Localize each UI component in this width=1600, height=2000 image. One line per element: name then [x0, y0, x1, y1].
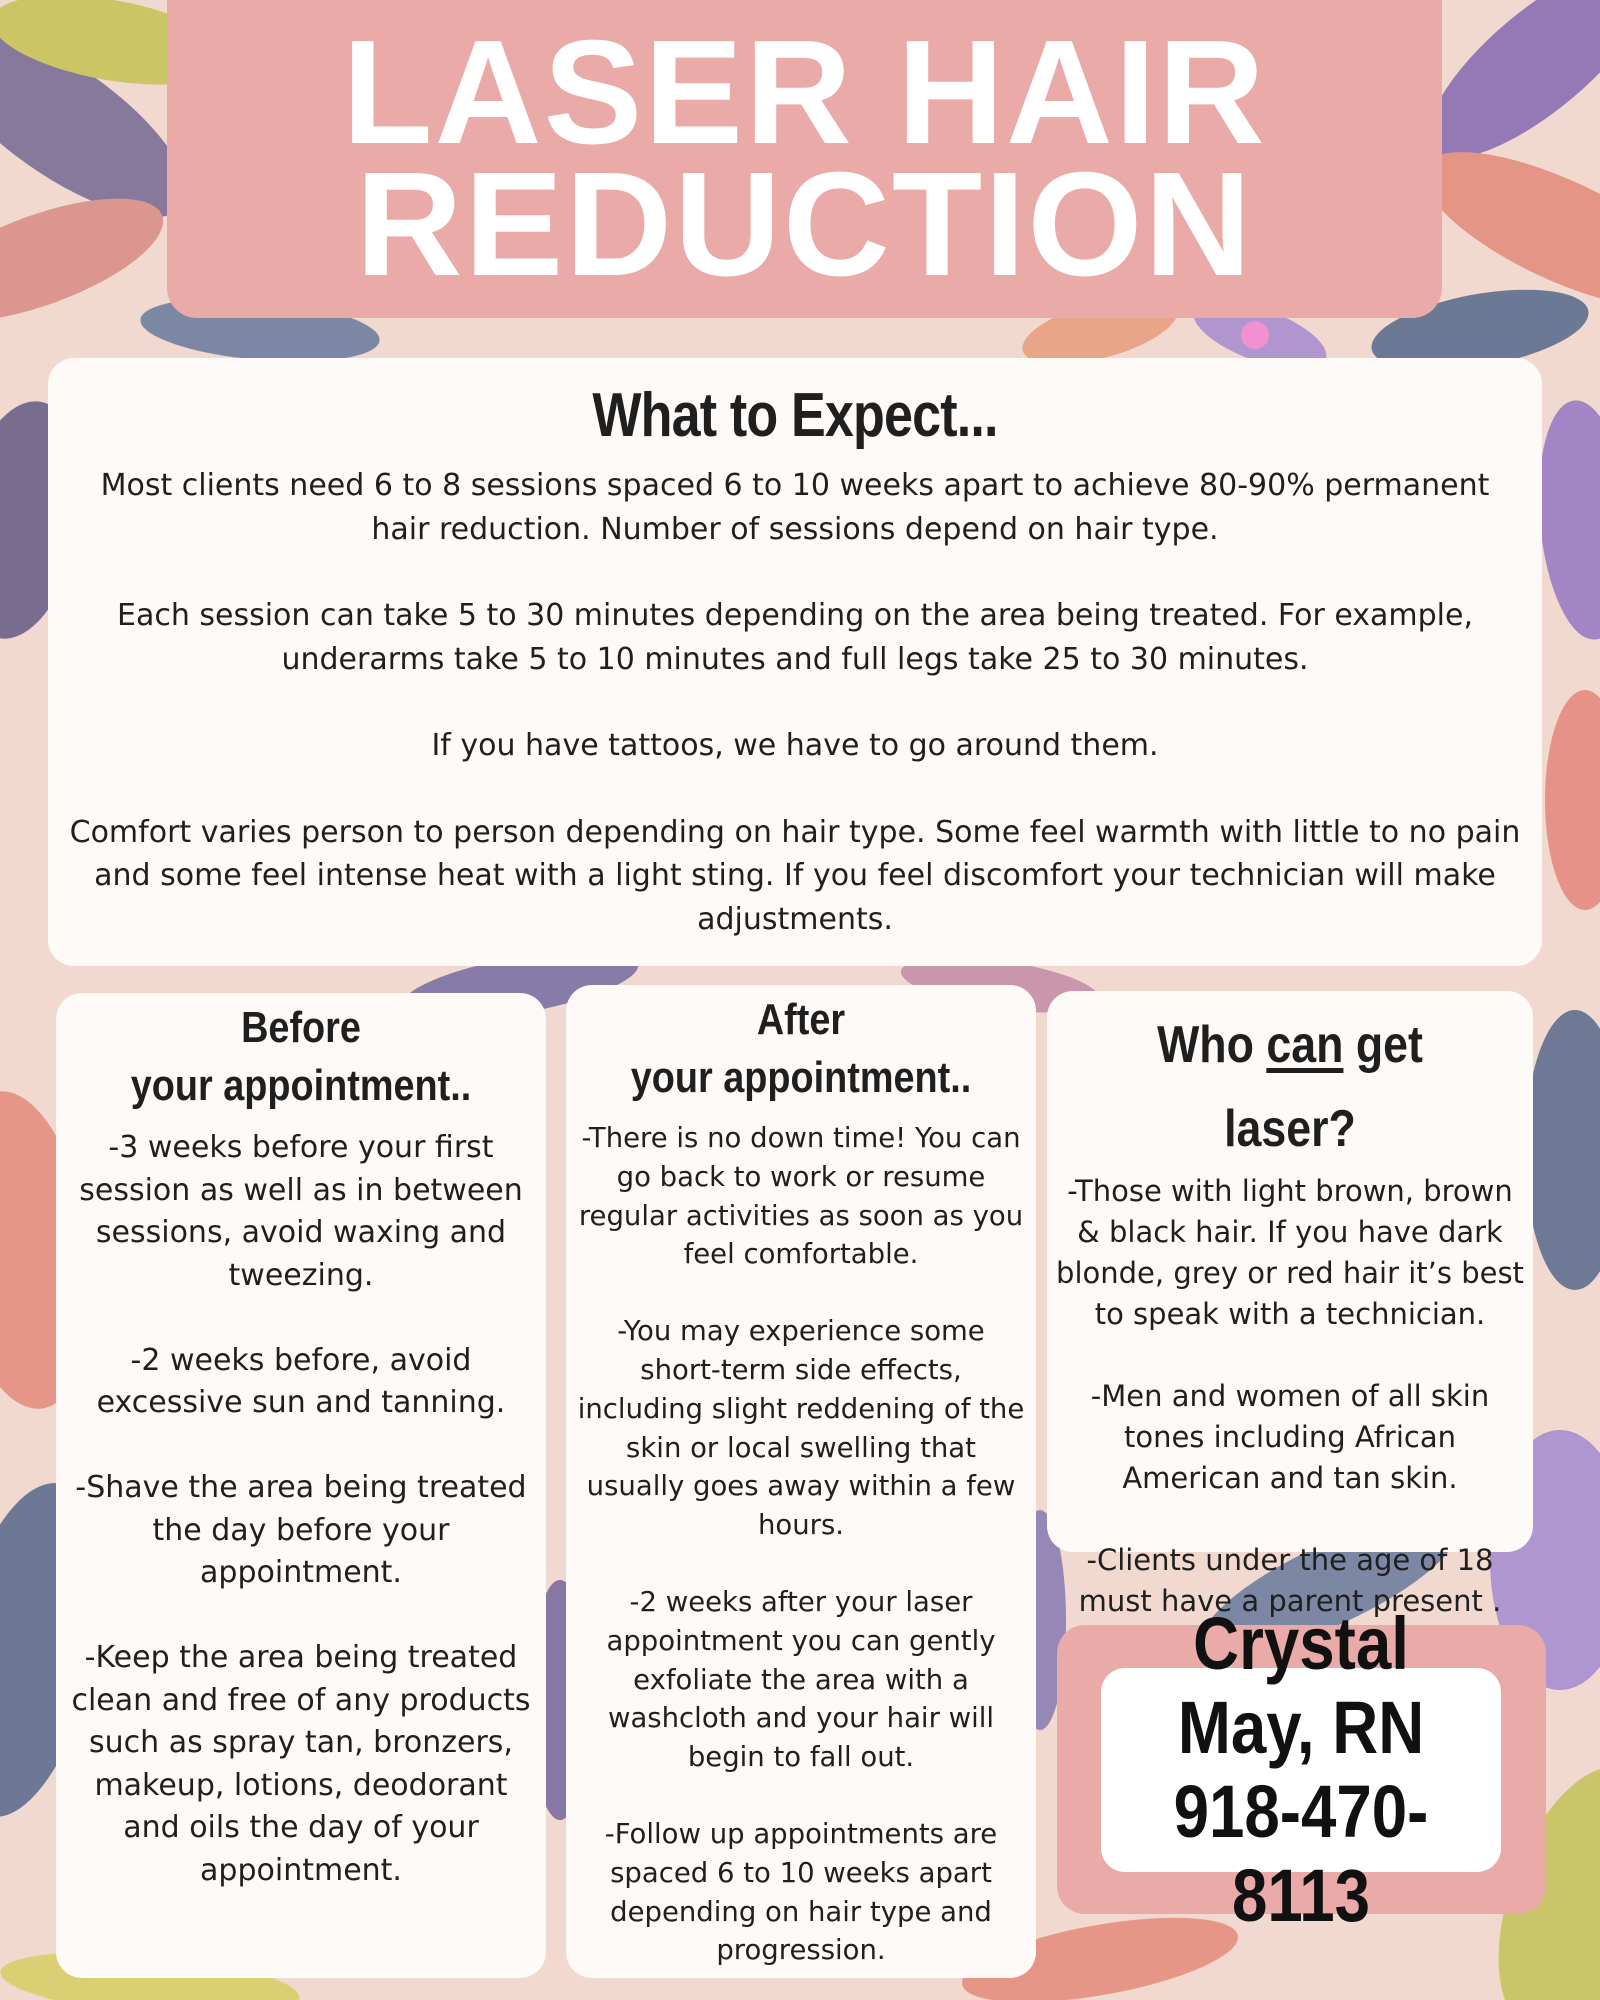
before-heading-line-1: Before: [241, 1003, 361, 1052]
what-to-expect-heading: What to Expect...: [592, 381, 998, 450]
before-item: -Keep the area being treated clean and free of any products such as spray tan, bronzers, makeup, lotions, deodorant and oils the day of your appointment.: [71, 1640, 531, 1888]
who-item: -Those with light brown, brown & black hair. If you have dark blonde, grey or red hair it’s best to speak with a technician.: [1056, 1174, 1524, 1331]
who-item: -Clients under the age of 18 must have a parent present .: [1078, 1543, 1502, 1618]
contact-name: Crystal May, RN: [1177, 1602, 1425, 1769]
after-item: -2 weeks after your laser appointment you can gently exfoliate the area with a washcloth and your hair will begin to fall out.: [606, 1585, 996, 1774]
after-item: -You may experience some short-term side effects, including slight reddening of the skin or local swelling that usually goes away within a few hours.: [577, 1315, 1025, 1542]
contact-box: [1057, 1602, 1546, 1937]
what-to-expect-card: [48, 358, 1542, 966]
after-heading-line-2: your appointment..: [630, 1053, 972, 1102]
contact-inner-box: [1101, 1602, 1501, 1937]
after-appointment-card: [566, 985, 1036, 1978]
who-can-get-laser-card: [1047, 991, 1533, 1618]
title-line-2: REDUCTION: [355, 142, 1254, 307]
before-item: -2 weeks before, avoid excessive sun and tanning.: [96, 1342, 506, 1420]
title-banner: [167, 0, 1442, 318]
title-line-1: LASER HAIR: [342, 10, 1267, 175]
who-heading-underlined: can: [1266, 1016, 1344, 1074]
after-item: -Follow up appointments are spaced 6 to 10 weeks apart depending on hair type and progression.: [604, 1817, 998, 1967]
before-item: -Shave the area being treated the day before your appointment.: [75, 1470, 527, 1590]
who-heading: [1088, 1003, 1492, 1171]
expect-paragraph: Most clients need 6 to 8 sessions spaced 6 to 10 weeks apart to achieve 80-90% permanent hair reduction. Number of sessions depend on hair type.: [100, 468, 1490, 547]
expect-paragraph: Each session can take 5 to 30 minutes depending on the area being treated. For example, underarms take 5 to 10 minutes and full legs take 25 to 30 minutes.: [116, 598, 1473, 677]
before-heading-line-2: your appointment..: [130, 1061, 472, 1110]
before-appointment-card: [56, 993, 546, 1978]
who-heading-post: get laser?: [1224, 1016, 1423, 1158]
after-heading-line-1: After: [756, 995, 846, 1044]
after-item: -There is no down time! You can go back to work or resume regular activities as soon as you feel comfortable.: [578, 1122, 1024, 1271]
who-item: -Men and women of all skin tones including African American and tan skin.: [1090, 1379, 1490, 1495]
contact-phone[interactable]: 918-470-8113: [1173, 1770, 1429, 1937]
who-heading-pre: Who: [1157, 1016, 1267, 1074]
expect-paragraph: If you have tattoos, we have to go around them.: [431, 728, 1159, 763]
before-item: -3 weeks before your first session as well as in between sessions, avoid waxing and tweezing.: [79, 1130, 523, 1293]
expect-paragraph: Comfort varies person to person depending on hair type. Some feel warmth with little to no pain and some feel intense heat with a light sting. If you feel discomfort your technician will make adjustments.: [69, 814, 1521, 937]
